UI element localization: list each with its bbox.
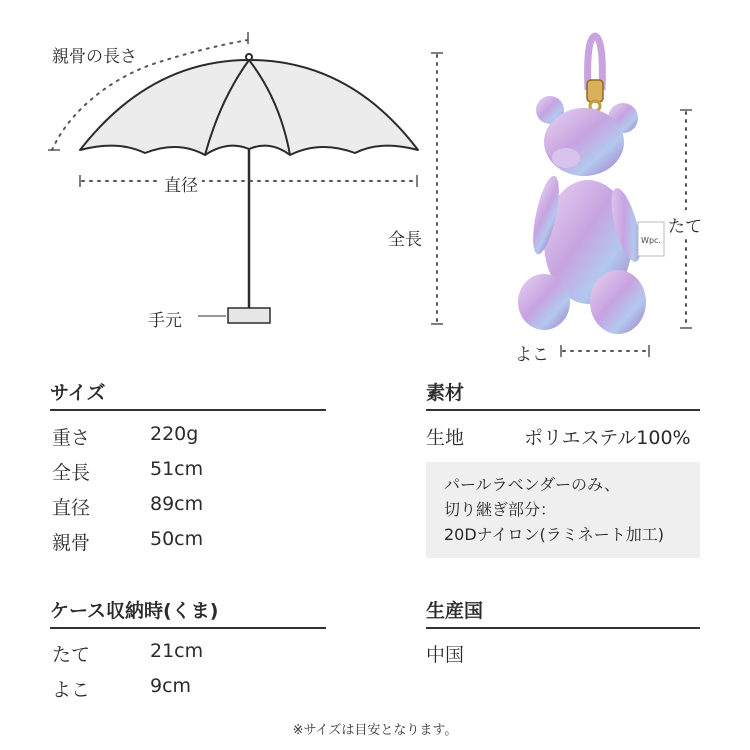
spec-value-weight: 220g: [150, 423, 199, 445]
spec-value-diameter: 89cm: [150, 493, 204, 515]
spec-key-diameter: 直径: [52, 497, 91, 519]
gold-clasp: [587, 80, 603, 102]
size-section-rule: [50, 409, 326, 411]
case-size-section-title: ケース収納時(くま): [50, 600, 219, 622]
material-section-title: 素材: [426, 382, 465, 404]
case-key-height: たて: [52, 644, 91, 666]
material-note-line: パールラベンダーのみ、: [444, 475, 621, 494]
footnote: ※サイズは目安となります。: [292, 723, 458, 738]
size-section-title: サイズ: [50, 382, 106, 404]
rib-length-label: 親骨の長さ: [52, 47, 137, 67]
umbrella-handle: [228, 308, 270, 323]
bear-width-label: よこ: [515, 345, 549, 365]
material-note-line: 20Dナイロン(ラミネート加工): [444, 525, 665, 544]
bear-head: [544, 108, 624, 176]
spec-value-rib: 50cm: [150, 528, 204, 550]
material-key-fabric: 生地: [426, 427, 465, 449]
bear-case-image: [500, 30, 710, 370]
handle-label: 手元: [148, 311, 182, 331]
spec-key-rib: 親骨: [52, 532, 91, 554]
svg-text:Wpc.: Wpc.: [641, 236, 661, 245]
case-value-width: 9cm: [150, 675, 192, 697]
origin-section-title: 生産国: [426, 600, 484, 622]
total-length-label: 全長: [386, 223, 424, 252]
case-size-section-rule: [50, 627, 326, 629]
spec-key-total-length: 全長: [52, 462, 91, 484]
case-value-height: 21cm: [150, 640, 204, 662]
origin-value: 中国: [426, 644, 465, 666]
material-section-rule: [426, 409, 700, 411]
material-note-line: 切り継ぎ部分：: [444, 500, 557, 519]
spec-value-total-length: 51cm: [150, 458, 204, 480]
material-value-fabric: ポリエステル100%: [524, 427, 691, 449]
bear-height-label: たて: [668, 210, 702, 239]
diameter-label: 直径: [160, 171, 202, 196]
spec-key-weight: 重さ: [52, 427, 91, 449]
origin-section-rule: [426, 627, 700, 629]
case-key-width: よこ: [52, 679, 91, 701]
material-note-box: [426, 462, 700, 558]
